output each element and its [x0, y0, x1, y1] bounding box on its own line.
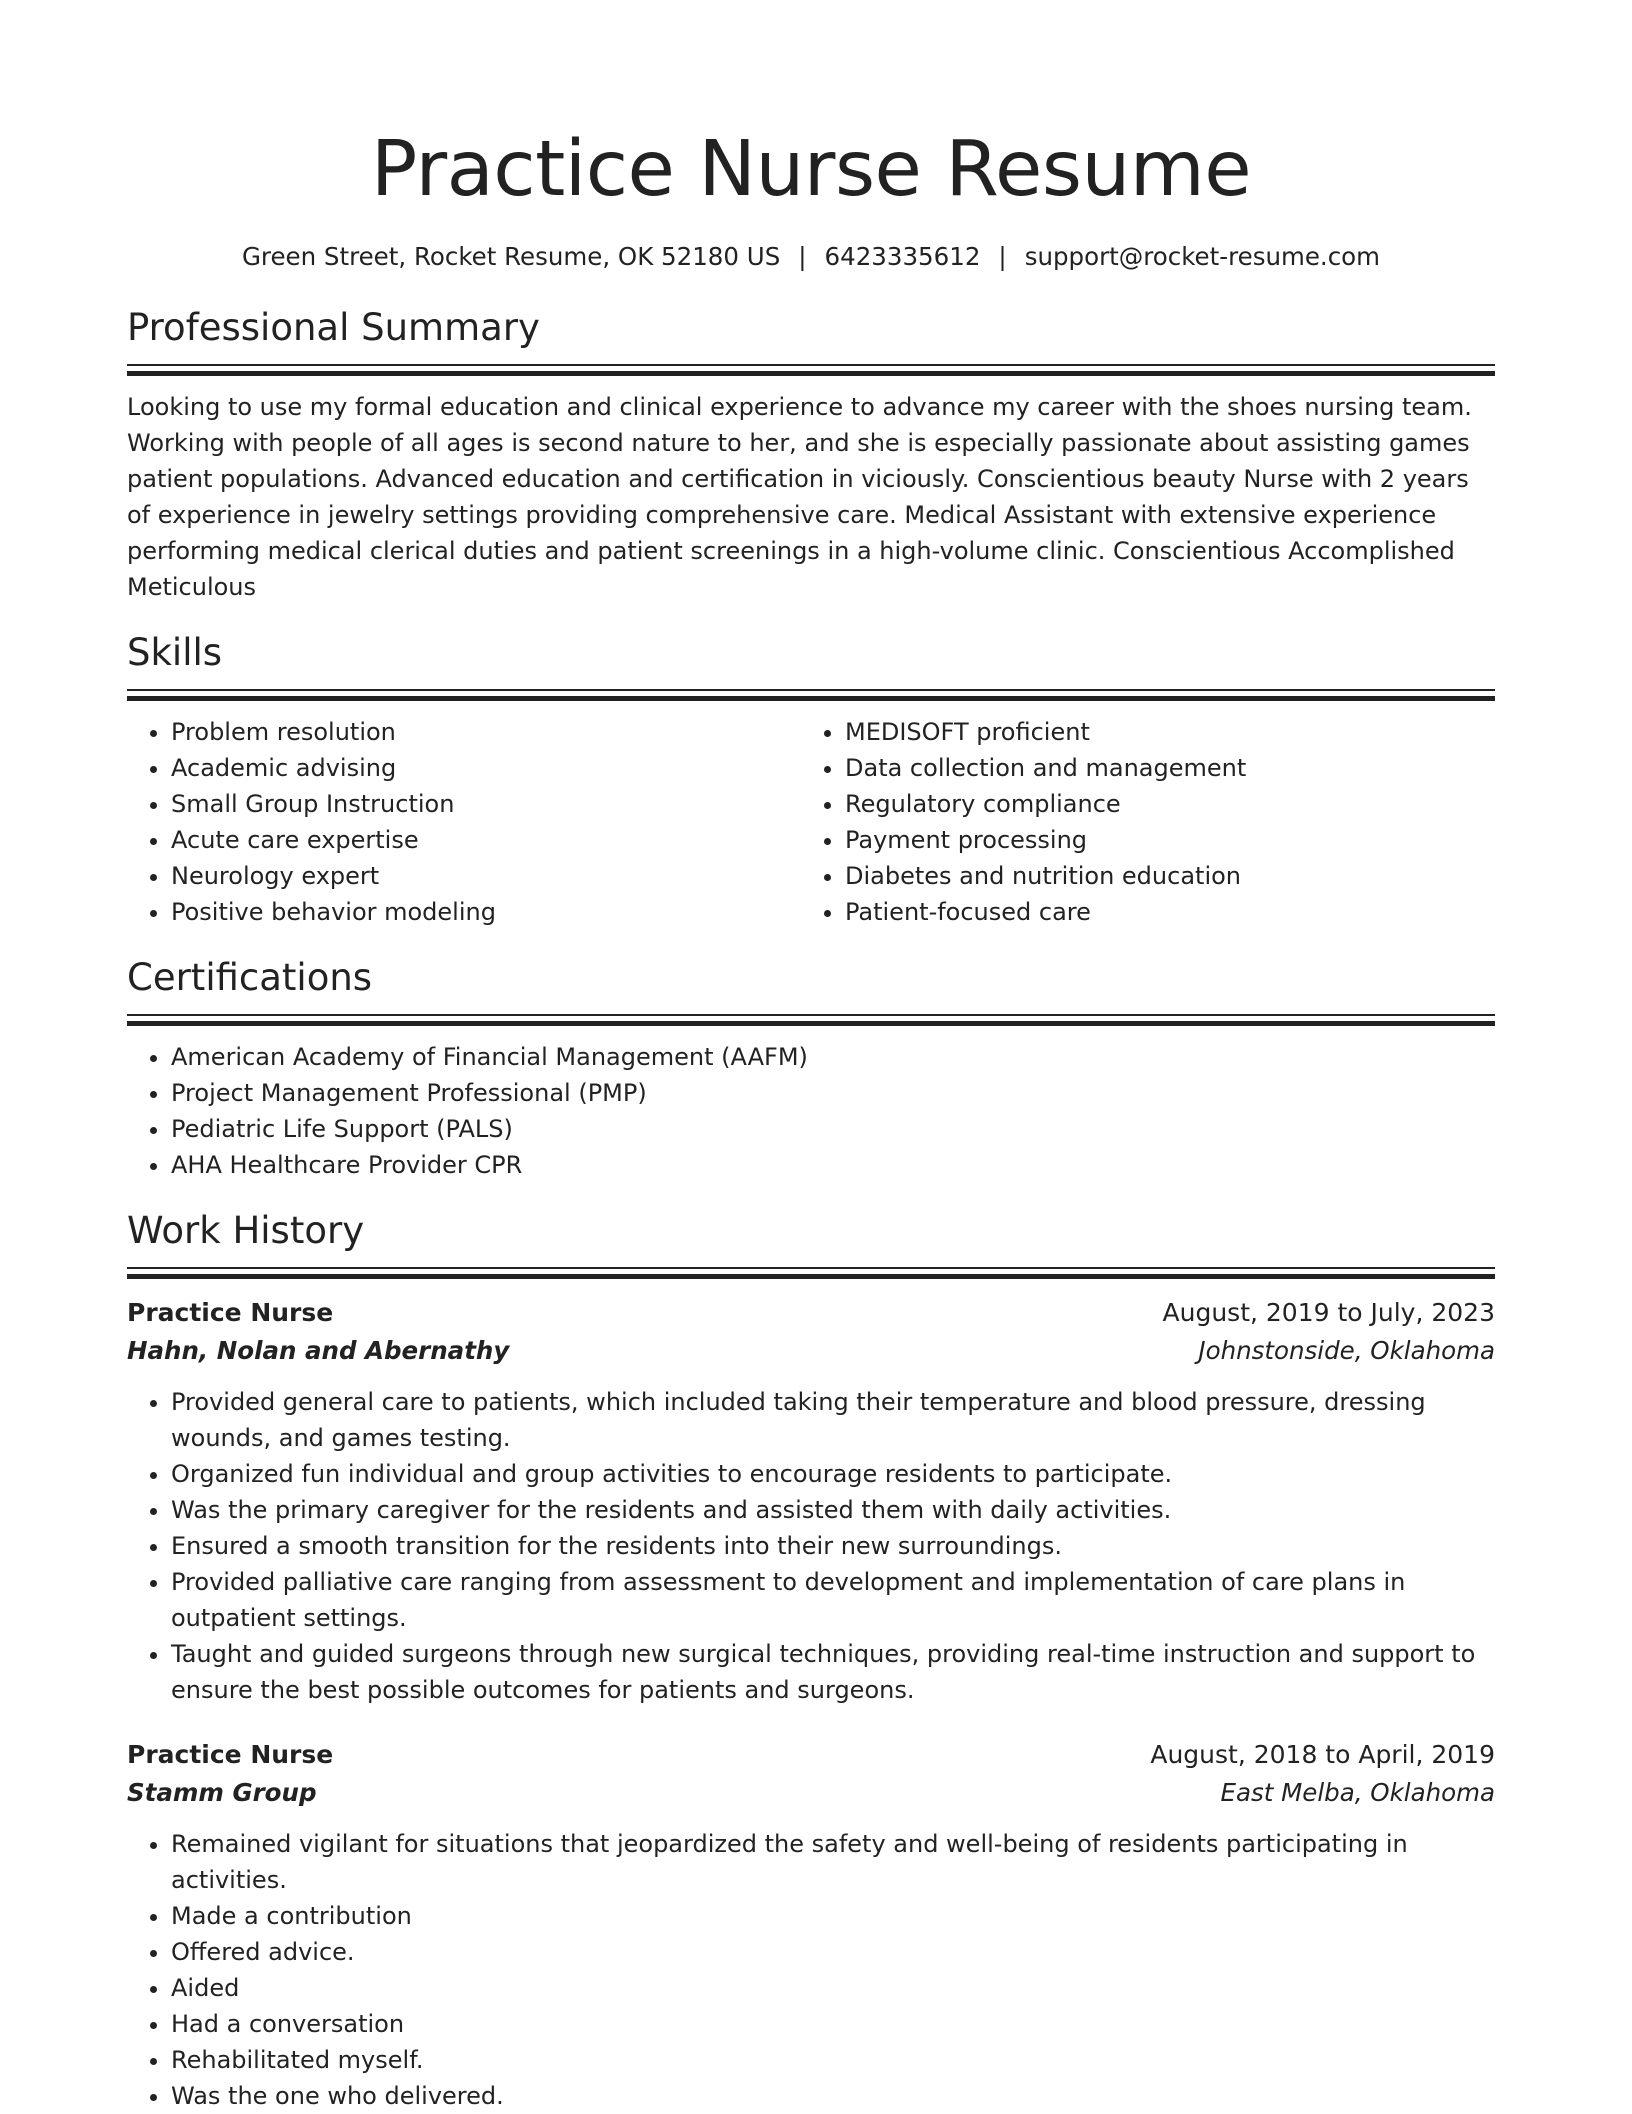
contact-email[interactable]: support@rocket-resume.com	[1024, 242, 1381, 271]
certification-item: • AHA Healthcare Provider CPR	[171, 1147, 1495, 1183]
certification-item: • American Academy of Financial Management (AAFM)	[171, 1039, 1495, 1075]
certification-item: • Pediatric Life Support (PALS)	[171, 1111, 1495, 1147]
work-history-heading: Work History	[127, 1209, 365, 1252]
certifications-list	[127, 1039, 1495, 1183]
job-title: Practice Nurse	[127, 1298, 334, 1327]
job-location: East Melba, Oklahoma	[1220, 1778, 1495, 1807]
skill-item: • Regulatory compliance	[845, 786, 1475, 822]
job-company: Hahn, Nolan and Abernathy	[127, 1336, 510, 1365]
job-header-row	[127, 1294, 1495, 1332]
job-entry	[127, 1294, 1495, 1708]
section-divider	[127, 1267, 1495, 1278]
skills-column-left	[127, 714, 801, 930]
skills-section	[127, 629, 1495, 930]
certifications-heading: Certifications	[127, 956, 373, 999]
job-dates: August, 2018 to April, 2019	[1150, 1740, 1495, 1769]
resume-title: Practice Nurse Resume	[370, 125, 1252, 214]
job-bullet: • Was the one who delivered.	[171, 2078, 1495, 2114]
job-bullet: • Aided	[171, 1970, 1495, 2006]
resume-page	[127, 0, 1495, 2114]
contact-separator: |	[798, 242, 807, 271]
contact-separator: |	[998, 242, 1007, 271]
job-bullets	[127, 1384, 1495, 1708]
work-history-section	[127, 1207, 1495, 2114]
job-location: Johnstonside, Oklahoma	[1198, 1336, 1495, 1365]
section-divider	[127, 689, 1495, 700]
contact-phone: 6423335612	[824, 242, 981, 271]
job-bullets	[127, 1826, 1495, 2114]
skill-item: • Positive behavior modeling	[171, 894, 801, 930]
skill-item: • Data collection and management	[845, 750, 1475, 786]
job-entry	[127, 1736, 1495, 2114]
job-bullet: • Rehabilitated myself.	[171, 2042, 1495, 2078]
section-divider	[127, 364, 1495, 375]
job-title: Practice Nurse	[127, 1740, 334, 1769]
skill-item: • Problem resolution	[171, 714, 801, 750]
job-bullet: • Made a contribution	[171, 1898, 1495, 1934]
job-header-row	[127, 1736, 1495, 1774]
skills-list-right	[801, 714, 1475, 930]
job-bullet: • Was the primary caregiver for the residents and assisted them with daily activities.	[171, 1492, 1495, 1528]
summary-text: Looking to use my formal education and clinical experience to advance my career with the shoes nursing team. Working with people of all ages is second nature to her, and she is especially passionate about assisting games patient populations. Advanced education and certification in viciously. Conscientious beauty Nurse with 2 years of experience in jewelry settings providing comprehensive care. Medical Assistant with extensive experience performing medical clerical duties and patient screenings in a high-volume clinic. Conscientious Accomplished Meticulous	[127, 393, 1472, 601]
job-bullet: • Provided general care to patients, which included taking their temperature and blood pressure, dressing wounds, and games testing.	[171, 1384, 1495, 1456]
job-bullet: • Taught and guided surgeons through new surgical techniques, providing real-time instruction and support to ensure the best possible outcomes for patients and surgeons.	[171, 1636, 1495, 1708]
skill-item: • Payment processing	[845, 822, 1475, 858]
certifications-section	[127, 954, 1495, 1183]
contact-address: Green Street, Rocket Resume, OK 52180 US	[241, 242, 781, 271]
job-bullet: • Ensured a smooth transition for the residents into their new surroundings.	[171, 1528, 1495, 1564]
job-dates: August, 2019 to July, 2023	[1162, 1298, 1495, 1327]
job-bullet: • Had a conversation	[171, 2006, 1495, 2042]
skills-list-left	[127, 714, 801, 930]
skill-item: • Patient-focused care	[845, 894, 1475, 930]
skill-item: • Acute care expertise	[171, 822, 801, 858]
job-bullet: • Organized fun individual and group activities to encourage residents to participate.	[171, 1456, 1495, 1492]
job-subheader-row	[127, 1774, 1495, 1812]
certification-item: • Project Management Professional (PMP)	[171, 1075, 1495, 1111]
section-divider	[127, 1014, 1495, 1025]
job-bullet: • Remained vigilant for situations that jeopardized the safety and well-being of residents participating in activities.	[171, 1826, 1495, 1898]
skill-item: • Neurology expert	[171, 858, 801, 894]
contact-line	[127, 240, 1495, 274]
skills-columns	[127, 714, 1495, 930]
skill-item: • Academic advising	[171, 750, 801, 786]
summary-section	[127, 304, 1495, 605]
job-company: Stamm Group	[127, 1778, 317, 1807]
job-subheader-row	[127, 1332, 1495, 1370]
summary-heading: Professional Summary	[127, 306, 540, 349]
job-bullet: • Provided palliative care ranging from assessment to development and implementation of care plans in outpatient settings.	[171, 1564, 1495, 1636]
skills-heading: Skills	[127, 631, 223, 674]
job-bullet: • Offered advice.	[171, 1934, 1495, 1970]
skill-item: • MEDISOFT proficient	[845, 714, 1475, 750]
skill-item: • Small Group Instruction	[171, 786, 801, 822]
skill-item: • Diabetes and nutrition education	[845, 858, 1475, 894]
skills-column-right	[801, 714, 1475, 930]
